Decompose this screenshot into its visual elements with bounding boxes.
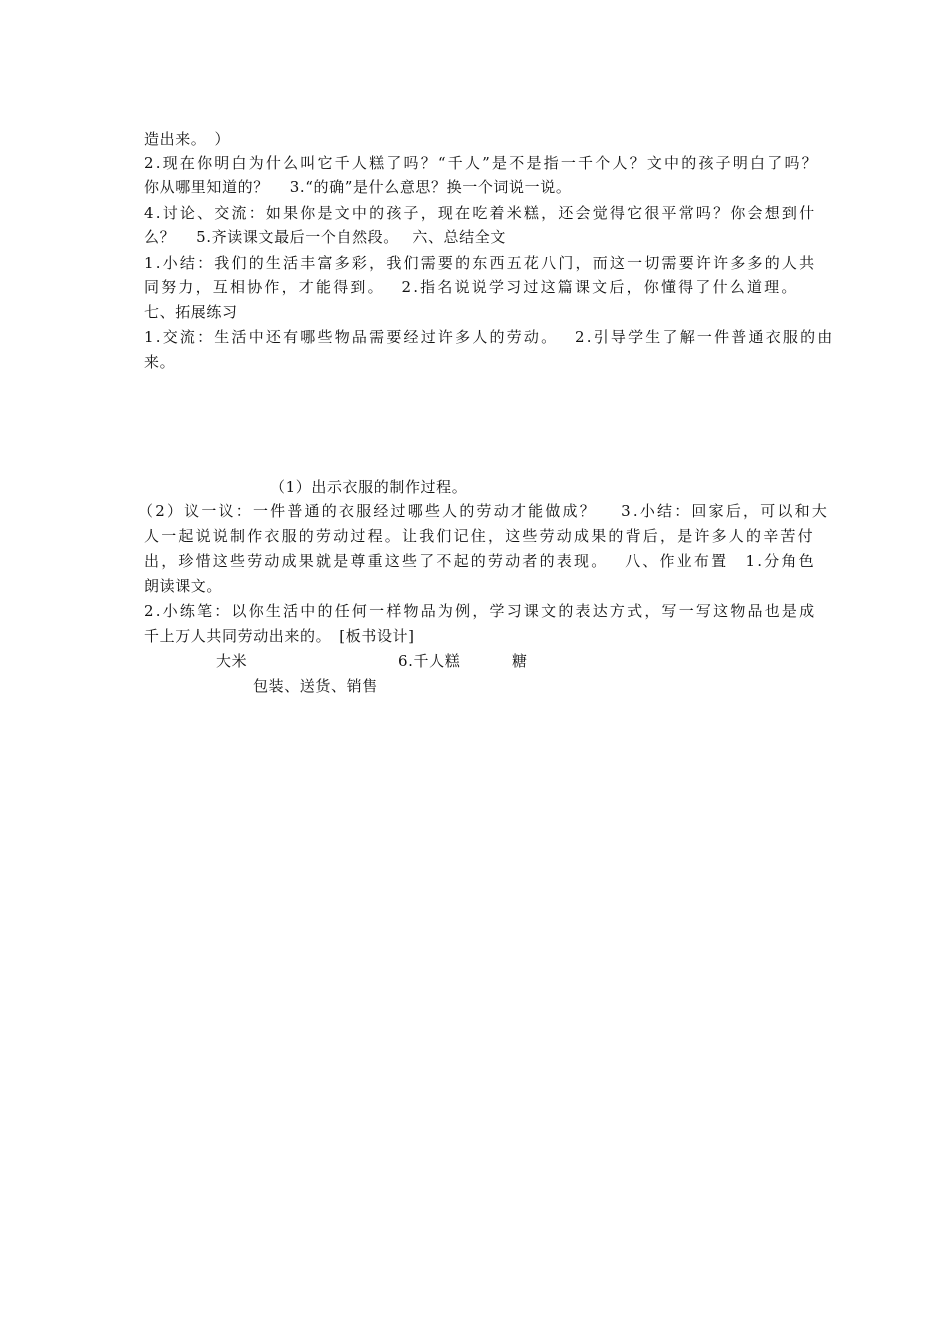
text-line: 2.小练笔：以你生活中的任何一样物品为例，学习课文的表达方式，写一写这物品也是成 <box>144 602 817 620</box>
board-sugar: 糖 <box>512 652 528 670</box>
text-line: 1.小结：我们的生活丰富多彩，我们需要的东西五花八门，而这一切需要许许多多的人共 <box>144 254 817 272</box>
text-line: 来。 <box>144 353 176 371</box>
text-line: 么？ 5.齐读课文最后一个自然段。 六、总结全文 <box>144 228 506 246</box>
text-line: 4.讨论、交流：如果你是文中的孩子，现在吃着米糕，还会觉得它很平常吗？你会想到什 <box>144 204 817 222</box>
text-line: 造出来。 ） <box>144 130 231 148</box>
text-line: （1）出示衣服的制作过程。 <box>270 478 468 496</box>
text-line: （2）议一议：一件普通的衣服经过哪些人的劳动才能做成？ 3.小结：回家后，可以和大 <box>138 502 830 520</box>
text-line: 人一起说说制作衣服的劳动过程。让我们记住，这些劳动成果的背后，是许多人的辛苦付 <box>144 527 815 545</box>
text-line: 同努力，互相协作，才能得到。 2.指名说说学习过这篇课文后，你懂得了什么道理。 <box>144 278 799 296</box>
board-rice: 大米 <box>216 652 248 670</box>
text-line: 1.交流：生活中还有哪些物品需要经过许多人的劳动。 2.引导学生了解一件普通衣服的由 <box>144 328 835 346</box>
text-line: 千上万人共同劳动出来的。 [板书设计] <box>144 627 415 645</box>
text-line: 2.现在你明白为什么叫它千人糕了吗？“千人”是不是指一千个人？文中的孩子明白了吗？ <box>144 154 819 172</box>
board-title: 6.千人糕 <box>398 652 461 670</box>
text-line: 出，珍惜这些劳动成果就是尊重这些了不起的劳动者的表现。 八、作业布置 1.分角色 <box>144 552 816 570</box>
text-line: 朗读课文。 <box>144 577 223 595</box>
text-line: 你从哪里知道的？ 3.“的确”是什么意思？换一个词说一说。 <box>144 178 572 196</box>
board-steps: 包装、送货、销售 <box>253 677 378 695</box>
section-heading: 七、拓展练习 <box>144 303 238 321</box>
